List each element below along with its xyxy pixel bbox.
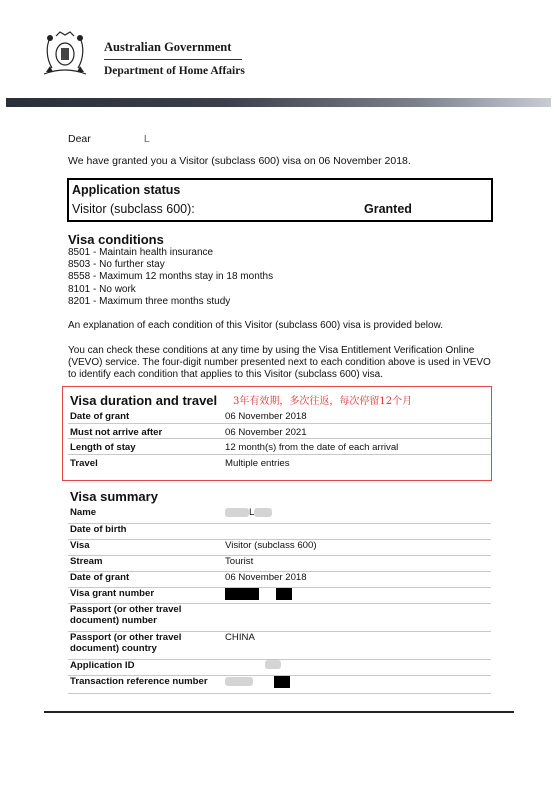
application-status-box <box>67 178 493 222</box>
condition-item: 8101 - No work <box>68 283 136 295</box>
row-label: Visa <box>68 539 223 555</box>
application-status-title: Application status <box>72 183 181 197</box>
table-row <box>68 423 491 439</box>
table-row <box>68 603 491 631</box>
row-label: Date of grant <box>68 571 223 587</box>
row-label: Must not arrive after <box>68 423 223 439</box>
row-value <box>223 659 491 675</box>
row-value: Visitor (subclass 600) <box>223 539 491 555</box>
row-value: 06 November 2018 <box>223 571 491 587</box>
table-row <box>68 631 491 659</box>
header-divider <box>104 59 242 60</box>
table-row <box>68 659 491 675</box>
row-label: Visa grant number <box>68 587 223 603</box>
row-label: Date of birth <box>68 523 223 539</box>
row-value: Multiple entries <box>225 457 290 469</box>
row-label: Name <box>68 507 223 523</box>
table-row <box>68 454 491 469</box>
row-value <box>223 523 491 539</box>
redacted-blur <box>225 508 249 517</box>
visa-duration-table <box>68 411 491 469</box>
row-label: Stream <box>68 555 223 571</box>
handwritten-annotation: 3年有效期，多次往返，每次停留12个月 <box>233 396 413 407</box>
salutation <box>68 133 150 146</box>
visa-summary-title: Visa summary <box>70 489 158 504</box>
row-value <box>223 587 491 603</box>
footer-divider <box>44 711 514 713</box>
condition-item: 8503 - No further stay <box>68 259 165 271</box>
row-value: 12 month(s) from the date of each arrival <box>223 439 491 455</box>
coat-of-arms-icon <box>36 28 94 80</box>
department-name: Department of Home Affairs <box>104 65 245 77</box>
visa-duration-title: Visa duration and travel <box>70 393 218 408</box>
table-row <box>68 439 491 455</box>
redaction-block <box>274 676 290 688</box>
row-value: 06 November 2021 <box>223 423 491 439</box>
table-row <box>68 523 491 539</box>
row-value: CHINA <box>223 631 491 659</box>
row-label: Passport (or other travel document) country <box>68 631 223 659</box>
grant-statement: We have granted you a Visitor (subclass 600) visa on 06 November 2018. <box>68 155 411 167</box>
redacted-blur <box>265 660 281 669</box>
redacted-blur <box>254 508 272 517</box>
row-label: Passport (or other travel document) number <box>68 603 223 631</box>
redacted-blur <box>225 677 253 686</box>
visa-conditions-title: Visa conditions <box>68 232 164 247</box>
visa-conditions-list <box>68 247 273 308</box>
condition-item: 8558 - Maximum 12 months stay in 18 months <box>68 271 274 283</box>
row-value <box>223 675 491 693</box>
row-value <box>223 507 491 523</box>
row-label: Application ID <box>68 659 223 675</box>
salutation-name: L <box>143 133 150 145</box>
government-name: Australian Government <box>104 40 232 54</box>
table-row <box>68 539 491 555</box>
table-row <box>68 571 491 587</box>
row-label: Travel <box>70 457 98 469</box>
row-label: Length of stay <box>68 439 223 455</box>
vevo-paragraph: You can check these conditions at any time by using the Visa Entitlement Verification Online (VEVO) service. The four-digit number presented next to each condition above is used in VEVO to identify each condition that applies to this Visitor (subclass 600) visa. <box>68 345 491 381</box>
conditions-explanation: An explanation of each condition of this Visitor (subclass 600) visa is provided below. <box>68 320 444 331</box>
redaction-block <box>276 588 292 600</box>
condition-item: 8501 - Maintain health insurance <box>68 247 214 258</box>
redaction-block <box>225 588 259 600</box>
condition-item: 8201 - Maximum three months study <box>68 295 231 307</box>
row-value: 06 November 2018 <box>223 411 491 423</box>
application-status-visa: Visitor (subclass 600): <box>72 202 195 216</box>
table-row <box>68 411 491 423</box>
agency-name <box>104 40 245 77</box>
table-row <box>68 675 491 693</box>
row-label: Date of grant <box>68 411 223 423</box>
row-value <box>223 603 491 631</box>
row-value: Tourist <box>223 555 491 571</box>
table-row <box>68 587 491 603</box>
row-label: Transaction reference number <box>68 675 223 693</box>
table-row <box>68 507 491 523</box>
summary-name-value: L <box>249 507 255 518</box>
salutation-word: Dear <box>68 133 91 145</box>
visa-summary-table <box>68 507 491 694</box>
table-row <box>68 555 491 571</box>
application-status-value: Granted <box>364 202 412 216</box>
letterhead <box>0 0 557 108</box>
header-bar <box>6 98 551 107</box>
